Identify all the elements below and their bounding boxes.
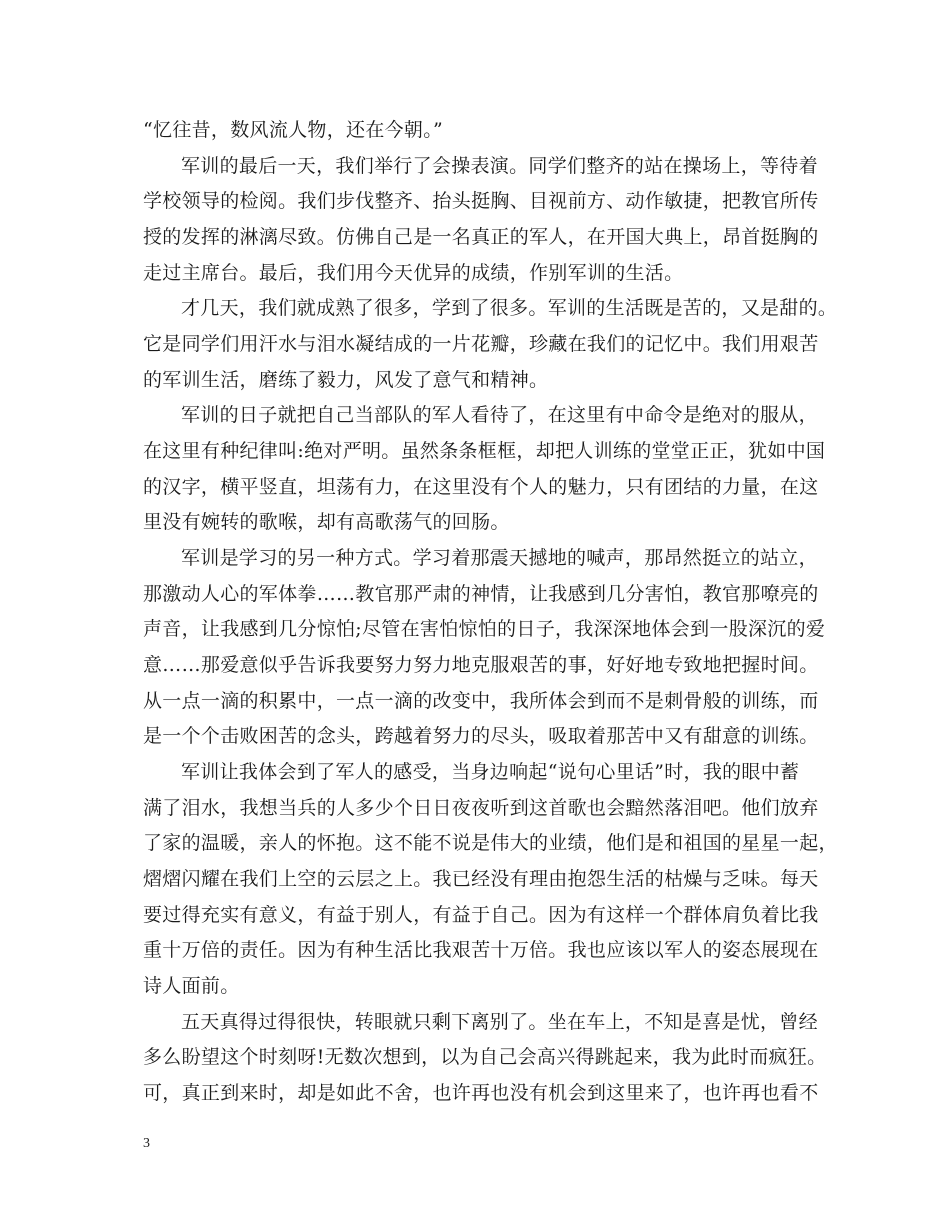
text-line: 军训的最后一天，我们举行了会操表演。同学们整齐的站在操场上，等待着 [181,155,818,177]
text-line: 授的发挥的淋漓尽致。仿佛自己是一名真正的军人，在开国大典上，昂首挺胸的 [143,226,819,248]
text-line: 满了泪水，我想当兵的人多少个日日夜夜听到这首歌也会黯然落泪吧。他们放弃 [143,797,819,819]
text-line: “忆往昔，数风流人物，还在今朝。” [143,119,444,141]
text-line: 它是同学们用汗水与泪水凝结成的一片花瓣，珍藏在我们的记忆中。我们用艰苦 [143,333,819,355]
text-line: 军训的日子就把自己当部队的军人看待了，在这里有中命令是绝对的服从， [181,404,818,426]
text-line: 里没有婉转的歌喉，却有高歌荡气的回肠。 [143,511,510,533]
text-line: 是一个个击败困苦的念头，跨越着努力的尽头，吸取着那苦中又有甜意的训练。 [143,725,819,747]
text-line: 学校领导的检阅。我们步伐整齐、抬头挺胸、目视前方、动作敏捷，把教官所传 [143,190,819,212]
text-line: 可，真正到来时，却是如此不舍，也许再也没有机会到这里来了，也许再也看不 [143,1082,819,1104]
text-line: 熠熠闪耀在我们上空的云层之上。我已经没有理由抱怨生活的枯燥与乏味。每天 [143,868,819,890]
text-line: 五天真得过得很快，转眼就只剩下离别了。坐在车上，不知是喜是忧，曾经 [181,1011,818,1033]
text-line: 走过主席台。最后，我们用今天优异的成绩，作别军训的生活。 [143,262,684,284]
text-line: 要过得充实有意义，有益于别人，有益于自己。因为有这样一个群体肩负着比我 [143,904,819,926]
text-line: 多么盼望这个时刻呀!无数次想到，以为自己会高兴得跳起来，我为此时而疯狂。 [143,1046,827,1068]
text-line: 声音，让我感到几分惊怕;尽管在害怕惊怕的日子，我深深地体会到一股深沉的爱 [143,618,826,640]
text-line: 的军训生活，磨练了毅力，风发了意气和精神。 [143,369,549,391]
text-line: 才几天，我们就成熟了很多，学到了很多。军训的生活既是苦的，又是甜的。 [181,297,838,319]
text-line: 了家的温暖，亲人的怀抱。这不能不说是伟大的业绩，他们是和祖国的星星一起， [143,832,838,854]
text-line: 那激动人心的军体拳……教官那严肃的神情，让我感到几分害怕，教官那嘹亮的 [143,583,819,605]
text-line: 的汉字，横平竖直，坦荡有力，在这里没有个人的魅力，只有团结的力量，在这 [143,476,819,498]
text-line: 从一点一滴的积累中，一点一滴的改变中，我所体会到而不是刺骨般的训练，而 [143,690,819,712]
text-line: 诗人面前。 [143,975,240,997]
text-line: 意……那爱意似乎告诉我要努力努力地克服艰苦的事，好好地专致地把握时间。 [143,654,819,676]
text-line: 重十万倍的责任。因为有种生活比我艰苦十万倍。我也应该以军人的姿态展现在 [143,939,819,961]
page-number: 3 [143,1136,150,1151]
text-line: 军训让我体会到了军人的感受，当身边响起“说句心里话”时，我的眼中蓄 [181,761,800,783]
text-line: 军训是学习的另一种方式。学习着那震天撼地的喊声，那昂然挺立的站立， [181,547,818,569]
text-line: 在这里有种纪律叫:绝对严明。虽然条条框框，却把人训练的堂堂正正，犹如中国 [143,440,826,462]
